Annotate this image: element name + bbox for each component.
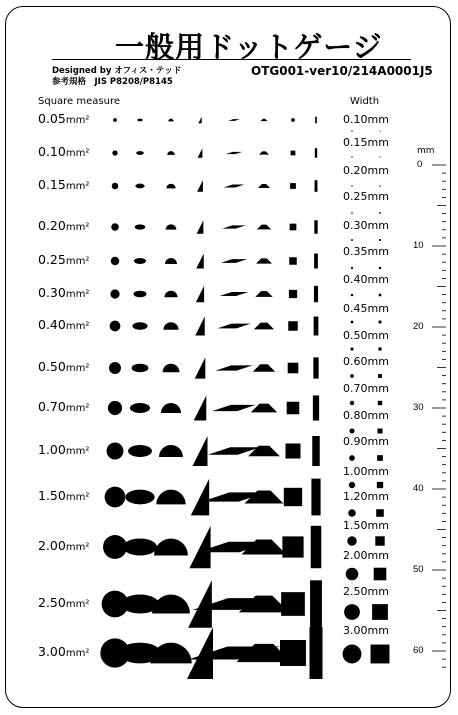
dot-triangle [195, 357, 206, 378]
dot-parallelogram [224, 185, 244, 188]
ruler-label: 60 [413, 645, 424, 656]
width-label: 0.45mm [343, 302, 389, 315]
area-unit: mm² [65, 403, 90, 414]
dot-semicircle [167, 151, 175, 155]
dot-trapezoid [255, 291, 272, 297]
width-circle [351, 239, 353, 241]
width-circle [351, 212, 353, 214]
dot-circle [113, 118, 117, 122]
width-square [380, 157, 381, 158]
dot-bar [311, 526, 322, 568]
dot-triangle [198, 117, 201, 124]
width-circle [350, 374, 354, 378]
width-circle [351, 185, 352, 186]
width-heading: Width [350, 96, 380, 107]
dot-ellipse [136, 151, 144, 155]
area-value: 0.20 [38, 218, 66, 233]
width-label: 3.00mm [343, 624, 389, 637]
dot-circle [109, 362, 121, 374]
area-value: 2.50 [38, 595, 66, 610]
dot-bar [310, 627, 323, 679]
area-unit: mm² [65, 446, 90, 457]
area-value: 0.70 [38, 399, 66, 414]
width-label: 1.00mm [343, 465, 389, 478]
dot-bar [314, 254, 318, 269]
area-value: 1.00 [38, 442, 66, 457]
dot-semicircle [161, 403, 181, 413]
dot-circle [111, 223, 119, 231]
dot-bar [311, 479, 320, 516]
dot-square [288, 363, 299, 374]
width-circle [350, 401, 354, 405]
dot-bar [315, 180, 318, 192]
dot-circle [111, 257, 119, 265]
area-value: 1.50 [38, 488, 66, 503]
dot-bar [312, 436, 320, 466]
dot-ellipse [135, 184, 144, 189]
dot-ellipse [132, 322, 147, 330]
area-value: 0.15 [38, 177, 66, 192]
dot-ellipse [125, 490, 154, 505]
dot-ellipse [133, 291, 146, 298]
dot-triangle [195, 317, 204, 336]
area-value: 0.40 [38, 317, 66, 332]
area-value: 0.50 [38, 359, 66, 374]
dot-circle [110, 321, 121, 332]
dot-parallelogram [221, 259, 247, 263]
dot-semicircle [163, 364, 180, 372]
dot-bar [314, 220, 317, 233]
dot-trapezoid [256, 258, 272, 263]
dot-circle [112, 150, 117, 155]
dot-triangle [191, 479, 209, 516]
area-value: 2.00 [38, 538, 66, 553]
width-circle [351, 294, 354, 297]
width-square [372, 604, 388, 620]
width-circle [349, 482, 355, 488]
dot-triangle [197, 220, 204, 233]
dot-trapezoid [260, 119, 267, 121]
dot-square [289, 257, 297, 265]
dot-semicircle [150, 643, 191, 664]
width-label: 0.30mm [343, 219, 389, 232]
dot-semicircle [163, 322, 178, 330]
width-square [378, 374, 382, 378]
area-unit: mm² [65, 492, 90, 503]
ruler-label: 10 [413, 240, 424, 251]
dot-semicircle [164, 291, 177, 298]
width-label: 0.60mm [343, 355, 389, 368]
width-square [379, 212, 381, 214]
dot-triangle [194, 395, 207, 420]
area-value: 0.30 [38, 285, 66, 300]
area-unit: mm² [65, 181, 90, 192]
dot-circle [112, 183, 119, 190]
dot-semicircle [166, 224, 177, 229]
dot-triangle [196, 286, 204, 302]
width-square [377, 428, 382, 433]
width-square [378, 401, 382, 405]
dot-ellipse [123, 539, 157, 556]
dot-bar [313, 357, 318, 378]
width-label: 2.50mm [343, 585, 389, 598]
dot-triangle [193, 436, 208, 466]
dot-trapezoid [253, 364, 276, 372]
area-unit: mm² [65, 222, 90, 233]
dot-square [287, 402, 300, 415]
width-square [379, 239, 381, 241]
width-square [379, 267, 381, 269]
dot-triangle [197, 180, 203, 192]
width-square [377, 482, 383, 488]
ruler-label: 20 [413, 321, 424, 332]
dot-ellipse [135, 224, 146, 229]
area-value: 0.25 [38, 252, 66, 267]
width-square [380, 131, 381, 132]
width-label: 0.50mm [343, 329, 389, 342]
width-label: 2.00mm [343, 549, 389, 562]
dot-semicircle [154, 539, 188, 556]
area-unit: mm² [65, 648, 90, 659]
width-label: 0.15mm [343, 136, 389, 149]
dot-parallelogram [212, 405, 256, 411]
area-unit: mm² [65, 321, 90, 332]
dot-ellipse [132, 364, 149, 372]
dot-square [286, 444, 301, 459]
ruler-label: 0 [417, 159, 423, 170]
gauge-title: 一般用ドットゲージ [115, 30, 383, 64]
width-square [378, 347, 381, 350]
width-square [376, 509, 384, 517]
dot-semicircle [156, 490, 185, 505]
square-measure-heading: Square measure [38, 96, 120, 107]
width-circle [351, 130, 352, 131]
dot-square [291, 118, 294, 121]
width-label: 0.20mm [343, 164, 389, 177]
width-square [379, 321, 382, 324]
dot-trapezoid [254, 323, 274, 330]
dot-semicircle [165, 258, 177, 264]
width-circle [349, 455, 355, 461]
dot-bar [313, 395, 319, 420]
ruler-label: 40 [413, 483, 424, 494]
width-square [379, 294, 382, 297]
width-circle [351, 267, 353, 269]
dot-triangle [189, 526, 210, 568]
width-circle [347, 536, 356, 545]
width-label: 0.80mm [343, 409, 389, 422]
product-code: OTG001-ver10/214A0001J5 [251, 64, 433, 78]
dot-trapezoid [259, 151, 269, 154]
width-label: 0.90mm [343, 435, 389, 448]
width-circle [344, 604, 360, 620]
dot-square [280, 640, 306, 666]
dot-circle [105, 487, 126, 508]
width-label: 1.50mm [343, 519, 389, 532]
width-square [371, 645, 390, 664]
dot-ellipse [137, 119, 142, 122]
designer-credit: Designed by オフィス・テッド [52, 66, 182, 76]
dot-square [281, 592, 305, 616]
dot-triangle [198, 148, 203, 157]
width-label: 1.20mm [343, 490, 389, 503]
width-circle [351, 156, 352, 157]
dot-triangle [196, 254, 204, 269]
area-unit: mm² [65, 256, 90, 267]
dot-ellipse [128, 445, 152, 457]
dot-bar [315, 117, 317, 124]
dot-square [291, 151, 296, 156]
dot-parallelogram [228, 119, 240, 121]
dot-trapezoid [258, 184, 270, 188]
dot-parallelogram [226, 152, 243, 154]
reference-standard: 参考規格 JIS P8208/P8145 [52, 77, 173, 87]
area-unit: mm² [65, 542, 90, 553]
width-label: 0.40mm [343, 273, 389, 286]
area-unit: mm² [65, 599, 90, 610]
width-square [379, 185, 380, 186]
width-label: 0.70mm [343, 382, 389, 395]
width-circle [350, 347, 353, 350]
width-circle [348, 509, 356, 517]
area-unit: mm² [65, 115, 90, 126]
width-square [377, 455, 383, 461]
dot-semicircle [168, 119, 173, 122]
area-unit: mm² [65, 363, 90, 374]
dot-bar [314, 286, 318, 302]
dot-semicircle [166, 184, 175, 189]
ruler-label: 50 [413, 564, 424, 575]
dot-parallelogram [222, 225, 245, 228]
area-value: 3.00 [38, 644, 66, 659]
dot-square [290, 183, 296, 189]
width-square [374, 568, 387, 581]
dot-trapezoid [257, 225, 271, 230]
width-square [375, 536, 384, 545]
area-unit: mm² [65, 289, 90, 300]
dot-ellipse [130, 403, 150, 413]
width-circle [351, 321, 354, 324]
dot-circle [108, 401, 122, 415]
dot-circle [107, 443, 124, 460]
width-circle [343, 645, 362, 664]
dot-parallelogram [217, 324, 250, 329]
width-label: 0.35mm [343, 245, 389, 258]
dot-square [282, 536, 303, 557]
ruler-label: 30 [413, 402, 424, 413]
width-circle [346, 568, 359, 581]
dot-square [289, 290, 297, 298]
dot-semicircle [152, 595, 190, 614]
area-unit: mm² [65, 148, 90, 159]
dot-square [288, 321, 297, 330]
dot-square [290, 224, 297, 231]
dot-square [284, 488, 302, 506]
dot-bar [310, 580, 322, 627]
width-label: 0.10mm [343, 113, 389, 126]
dot-triangle [188, 580, 212, 627]
dot-bar [314, 317, 319, 336]
dot-parallelogram [215, 365, 252, 370]
dot-parallelogram [220, 292, 249, 296]
width-circle [349, 428, 354, 433]
area-value: 0.10 [38, 144, 66, 159]
dot-ellipse [134, 258, 146, 264]
area-value: 0.05 [38, 111, 66, 126]
ruler-unit-label: mm [417, 146, 435, 156]
dot-semicircle [159, 445, 183, 457]
dot-bar [315, 148, 317, 157]
width-label: 0.25mm [343, 190, 389, 203]
dot-circle [110, 289, 119, 298]
